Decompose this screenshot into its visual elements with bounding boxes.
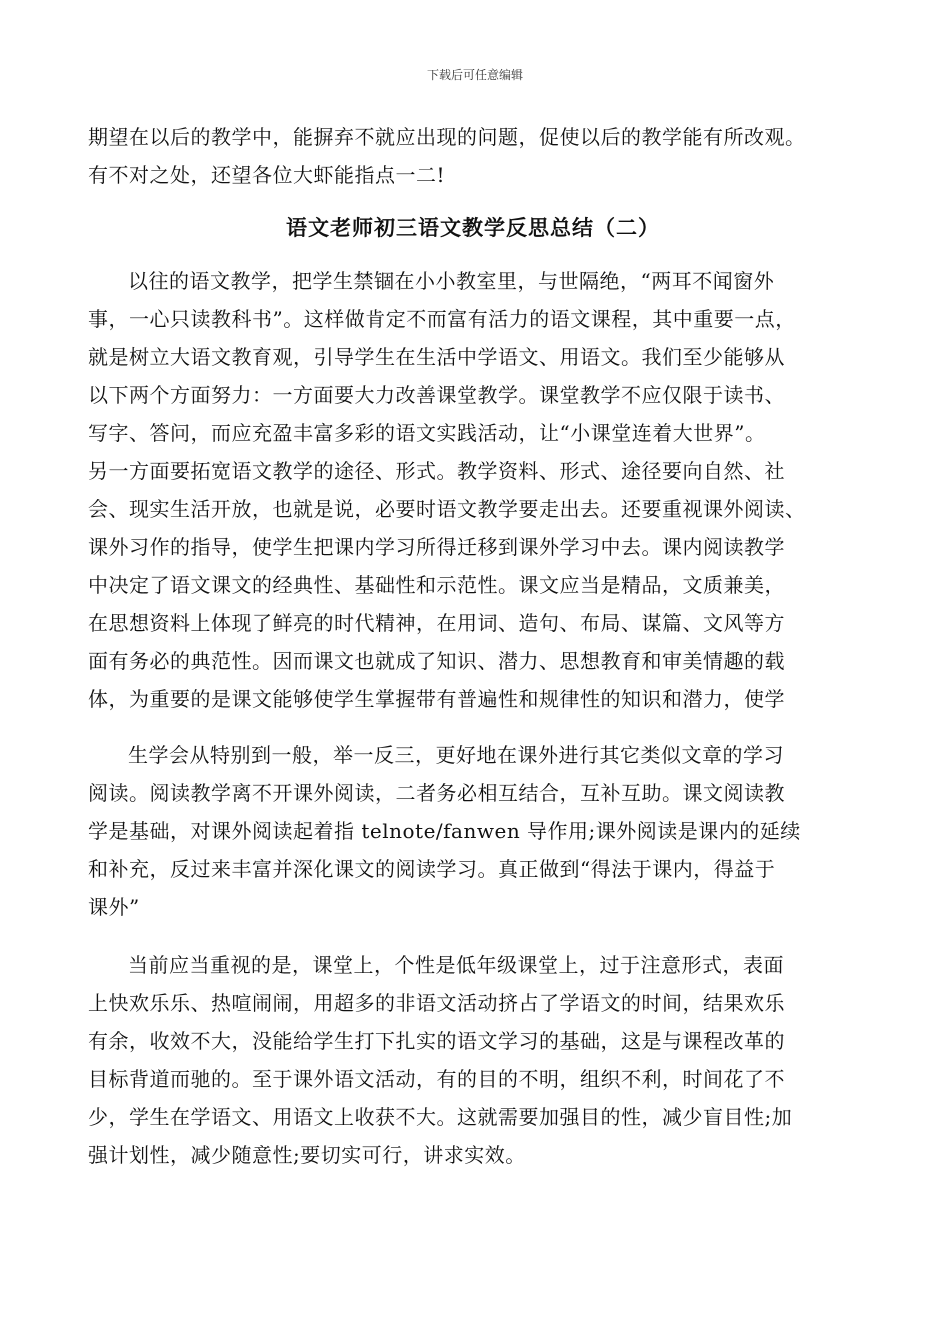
text-line: 课外” xyxy=(88,895,140,919)
text-line: 少，学生在学语文、用语文上收获不大。这就需要加强目的性，减少盲目性;加 xyxy=(88,1105,793,1129)
text-line: 目标背道而驰的。至于课外语文活动，有的目的不明，组织不利，时间花了不 xyxy=(88,1067,785,1091)
text-line: 和补充，反过来丰富并深化课文的阅读学习。真正做到“得法于课内，得益于 xyxy=(88,857,776,881)
intro-paragraph xyxy=(88,118,858,194)
section-title: 语文老师初三语文教学反思总结（二） xyxy=(286,215,660,240)
text-line: 有不对之处，还望各位大虾能指点一二! xyxy=(88,163,446,187)
text-line: 另一方面要拓宽语文教学的途径、形式。教学资料、形式、途径要向自然、社 xyxy=(88,459,785,483)
text-line: 生学会从特别到一般，举一反三，更好地在课外进行其它类似文章的学习 xyxy=(128,743,784,767)
text-line: 在思想资料上体现了鲜亮的时代精神，在用词、造句、布局、谋篇、文风等方 xyxy=(88,611,785,635)
paragraph-gap xyxy=(88,718,858,736)
text-line: 有余，收效不大，没能给学生打下扎实的语文学习的基础，这是与课程改革的 xyxy=(88,1029,785,1053)
text-line: 学是基础，对课外阅读起着指 telnote/fanwen 导作用;课外阅读是课内的延续 xyxy=(88,819,801,843)
paragraph-2 xyxy=(88,736,858,926)
text-line: 面有务必的典范性。因而课文也就成了知识、潜力、思想教育和审美情趣的载 xyxy=(88,649,785,673)
paragraph-gap xyxy=(88,926,858,946)
text-line: 中决定了语文课文的经典性、基础性和示范性。课文应当是精品，文质兼美， xyxy=(88,573,785,597)
paragraph-3 xyxy=(88,946,858,1174)
text-line: 强计划性，减少随意性;要切实可行，讲求实效。 xyxy=(88,1143,526,1167)
text-line: 阅读。阅读教学离不开课外阅读，二者务必相互结合，互补互助。课文阅读教 xyxy=(88,781,785,805)
document-body xyxy=(88,118,858,1174)
text-line: 体，为重要的是课文能够使学生掌握带有普遍性和规律性的知识和潜力，使学 xyxy=(88,687,785,711)
text-line: 以往的语文教学，把学生禁锢在小小教室里，与世隔绝，“两耳不闻窗外 xyxy=(128,269,775,293)
text-line: 课外习作的指导，使学生把课内学习所得迁移到课外学习中去。课内阅读教学 xyxy=(88,535,785,559)
text-line: 当前应当重视的是，课堂上，个性是低年级课堂上，过于注意形式，表面 xyxy=(128,953,784,977)
text-line: 事，一心只读教科书”。这样做肯定不而富有活力的语文课程，其中重要一点， xyxy=(88,307,796,331)
text-line: 上快欢乐乐、热喧闹闹，用超多的非语文活动挤占了学语文的时间，结果欢乐 xyxy=(88,991,785,1015)
text-line: 期望在以后的教学中，能摒弃不就应出现的问题，促使以后的教学能有所改观。 xyxy=(88,125,806,149)
text-line: 以下两个方面努力：一方面要大力改善课堂教学。课堂教学不应仅限于读书、 xyxy=(88,383,785,407)
header-note: 下载后可任意编辑 xyxy=(426,68,523,82)
text-line: 写字、答问，而应充盈丰富多彩的语文实践活动，让“小课堂连着大世界”。 xyxy=(88,421,766,445)
paragraph-1 xyxy=(88,262,858,718)
text-line: 会、现实生活开放，也就是说，必要时语文教学要走出去。还要重视课外阅读、 xyxy=(88,497,806,521)
text-line: 就是树立大语文教育观，引导学生在生活中学语文、用语文。我们至少能够从 xyxy=(88,345,785,369)
